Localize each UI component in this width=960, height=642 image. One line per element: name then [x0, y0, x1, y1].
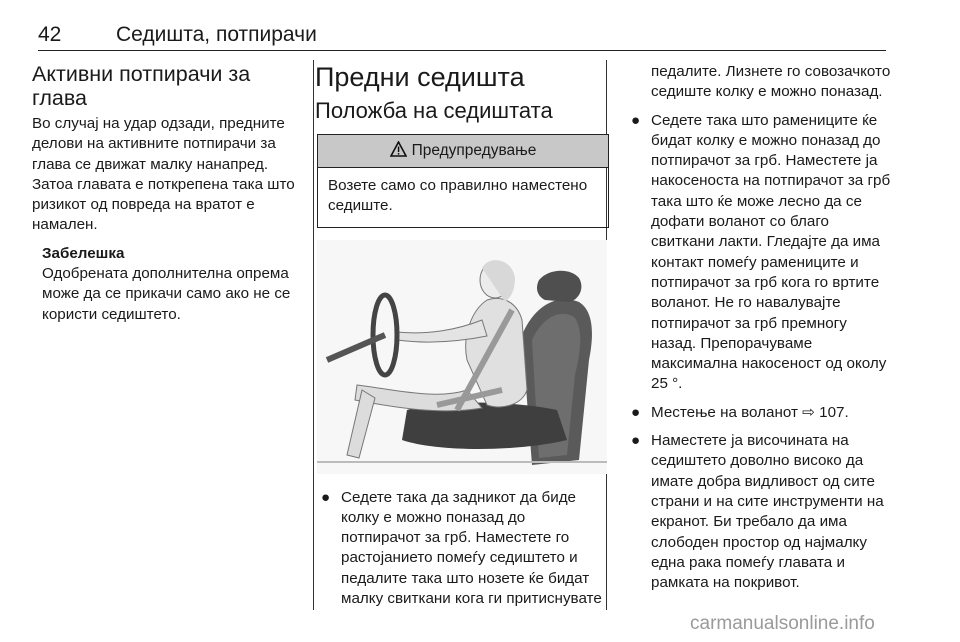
bullet-icon: ●	[631, 432, 641, 450]
seat-instructions-list-cont	[625, 111, 893, 594]
bullet-icon: ●	[321, 488, 331, 506]
subsection-heading-seat-position: Положба на седиштата	[315, 98, 553, 123]
bullet-continuation: педалите. Лизнете го совозачкото седиште колку е можно поназад.	[651, 63, 891, 101]
list-item	[625, 431, 893, 593]
warning-title: Предупредување	[411, 142, 537, 159]
page-number: 42	[38, 23, 62, 46]
section-heading-front-seats: Предни седишта	[315, 62, 525, 92]
bullet-icon: ●	[631, 403, 641, 421]
list-item	[315, 488, 605, 610]
page-reference-link[interactable]: 107.	[819, 403, 849, 421]
column-left	[32, 62, 302, 325]
watermark: carmanualsonline.info	[690, 613, 875, 634]
column-middle	[315, 62, 605, 617]
list-item	[625, 111, 893, 395]
warning-header	[318, 135, 608, 168]
warning-triangle-icon	[390, 141, 407, 162]
seat-position-illustration	[317, 240, 607, 474]
bullet-icon: ●	[631, 111, 641, 129]
headrests-paragraph: Во случај на удар одзади, предните делови на активните потпирачи за глава се движат малку нанапред. Затоа главата е поткрепена така што ризикот од повреда на вратот е намален.	[32, 115, 295, 234]
seat-instructions-list	[315, 488, 605, 610]
note-box	[42, 244, 302, 325]
bullet-text: Седете така да задникот да биде колку е можно поназад до потпирачот за грб. Наместете го растојанието помеѓу седиштето и педалите така што нозете ќе бидат малку свиткани кога ги притиснувате	[341, 488, 602, 608]
warning-text: Возете само со правилно наместено седиште.	[328, 177, 588, 215]
page-reference-arrow-icon: ⇨	[802, 403, 815, 421]
column-divider	[313, 60, 314, 610]
page-header	[38, 22, 886, 51]
chapter-title: Седишта, потпирачи	[116, 23, 317, 46]
bullet-text: Местење на воланот	[651, 403, 798, 421]
note-text: Одобрената дополнителна опрема може да се прикачи само ако не се користи седиштето.	[42, 265, 291, 323]
column-right	[625, 62, 893, 601]
bullet-text: Наместете ја височината на седиштето доволно високо да имате добра видливост од сите страни и на сите инструменти на екранот. Би требало да има слободен простор од најмалку една рака помеѓу главата и рамката на покривот.	[651, 432, 884, 592]
note-title: Забелешка	[42, 244, 125, 262]
bullet-text: Седете така што рамениците ќе бидат колку е можно поназад до потпирачот за грб. Наместете ја накосеноста на потпирачот за грб така што ќе може лесно да се дофати воланот со благо свиткани лакти. Гледајте да има контакт помеѓу рамениците и потпирачот за грб кога го вртите воланот. Не го навалувајте потпирачот за грб премногу назад. Препорачуваме максимална накосеност од околу 25 °.	[651, 111, 891, 393]
section-heading-headrests: Активни потпирачи за глава	[32, 62, 251, 110]
list-item	[625, 403, 893, 423]
warning-box	[317, 134, 609, 228]
